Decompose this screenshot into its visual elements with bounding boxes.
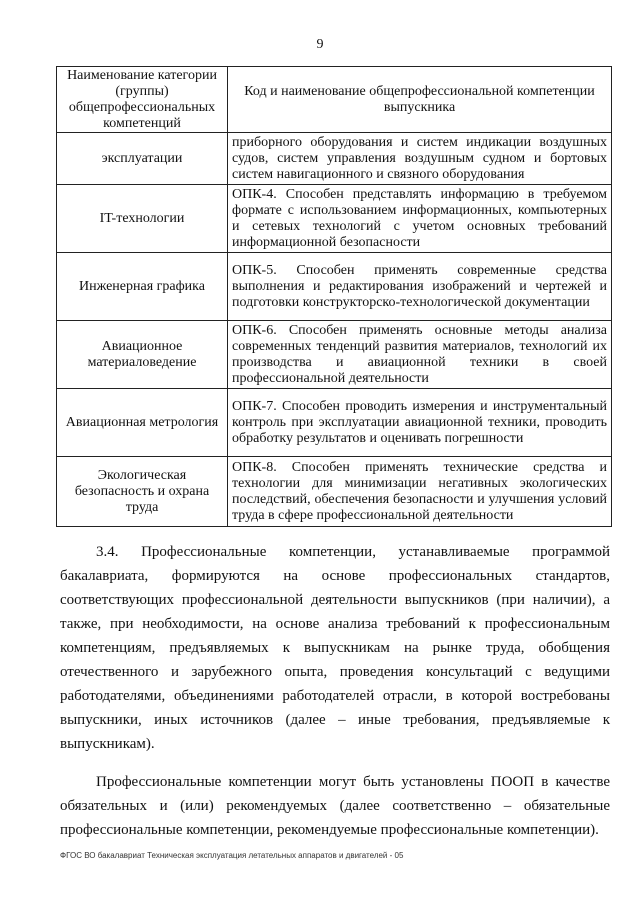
category-cell: эксплуатации bbox=[57, 133, 228, 185]
footer-text: ФГОС ВО бакалавриат Техническая эксплуатация летательных аппаратов и двигателей - 05 bbox=[60, 851, 404, 860]
table-row bbox=[57, 321, 612, 389]
header-competence: Код и наименование общепрофессиональной компетенции выпускника bbox=[228, 67, 612, 133]
category-cell: Авиационная метрология bbox=[57, 389, 228, 457]
competence-table bbox=[56, 66, 612, 527]
category-cell: Авиационное материаловедение bbox=[57, 321, 228, 389]
table-row bbox=[57, 389, 612, 457]
table-row bbox=[57, 457, 612, 527]
paragraph-professional-competences: Профессиональные компетенции могут быть установлены ПООП в качестве обязательных и (или) рекомендуемых (далее соответственно – обязательные профессиональные компетенции, рекомендуемые профессиональные компетенции). bbox=[60, 774, 610, 838]
competence-cell: ОПК-6. Способен применять основные методы анализа современных тенденций развития материалов, технологий их производства и авиационной техники в своей профессиональной деятельности bbox=[228, 321, 612, 389]
category-cell: Экологическая безопасность и охрана труда bbox=[57, 457, 228, 527]
category-cell: IT-технологии bbox=[57, 185, 228, 253]
header-category: Наименование категории (группы) общепрофессиональных компетенций bbox=[57, 67, 228, 133]
table-header-row bbox=[57, 67, 612, 133]
category-cell: Инженерная графика bbox=[57, 253, 228, 321]
page-number: 9 bbox=[316, 37, 324, 52]
competence-cell: ОПК-4. Способен представлять информацию в требуемом формате с использованием информационных, компьютерных и сетевых технологий с учетом основных требований информационной безопасности bbox=[228, 185, 612, 253]
paragraph-3-4: 3.4. Профессиональные компетенции, устанавливаемые программой бакалавриата, формируются на основе профессиональных стандартов, соответствующих профессиональной деятельности выпускников (при наличии), а также, при необходимости, на основе анализа требований к профессиональным компетенциям, предъявляемых к выпускникам на рынке труда, обобщения отечественного и зарубежного опыта, проведения консультаций с ведущими работодателями, объединениями работодателей отрасли, в которой востребованы выпускники, иных источников (далее – иные требования, предъявляемые к выпускникам). bbox=[60, 544, 610, 752]
competence-cell: ОПК-7. Способен проводить измерения и инструментальный контроль при эксплуатации авиационной техники, проводить обработку результатов и оценивать погрешности bbox=[228, 389, 612, 457]
table-row bbox=[57, 185, 612, 253]
table-row bbox=[57, 133, 612, 185]
competence-cell: ОПК-8. Способен применять технические средства и технологии для минимизации негативных экологических последствий, обеспечения безопасности и улучшения условий труда в сфере профессиональной деятельности bbox=[228, 457, 612, 527]
table-row bbox=[57, 253, 612, 321]
competence-cell: ОПК-5. Способен применять современные средства выполнения и редактирования изображений и чертежей и подготовки конструкторско-технологической документации bbox=[228, 253, 612, 321]
competence-cell: приборного оборудования и систем индикации воздушных судов, систем управления воздушным судном и бортовых систем навигационного и связного оборудования bbox=[228, 133, 612, 185]
